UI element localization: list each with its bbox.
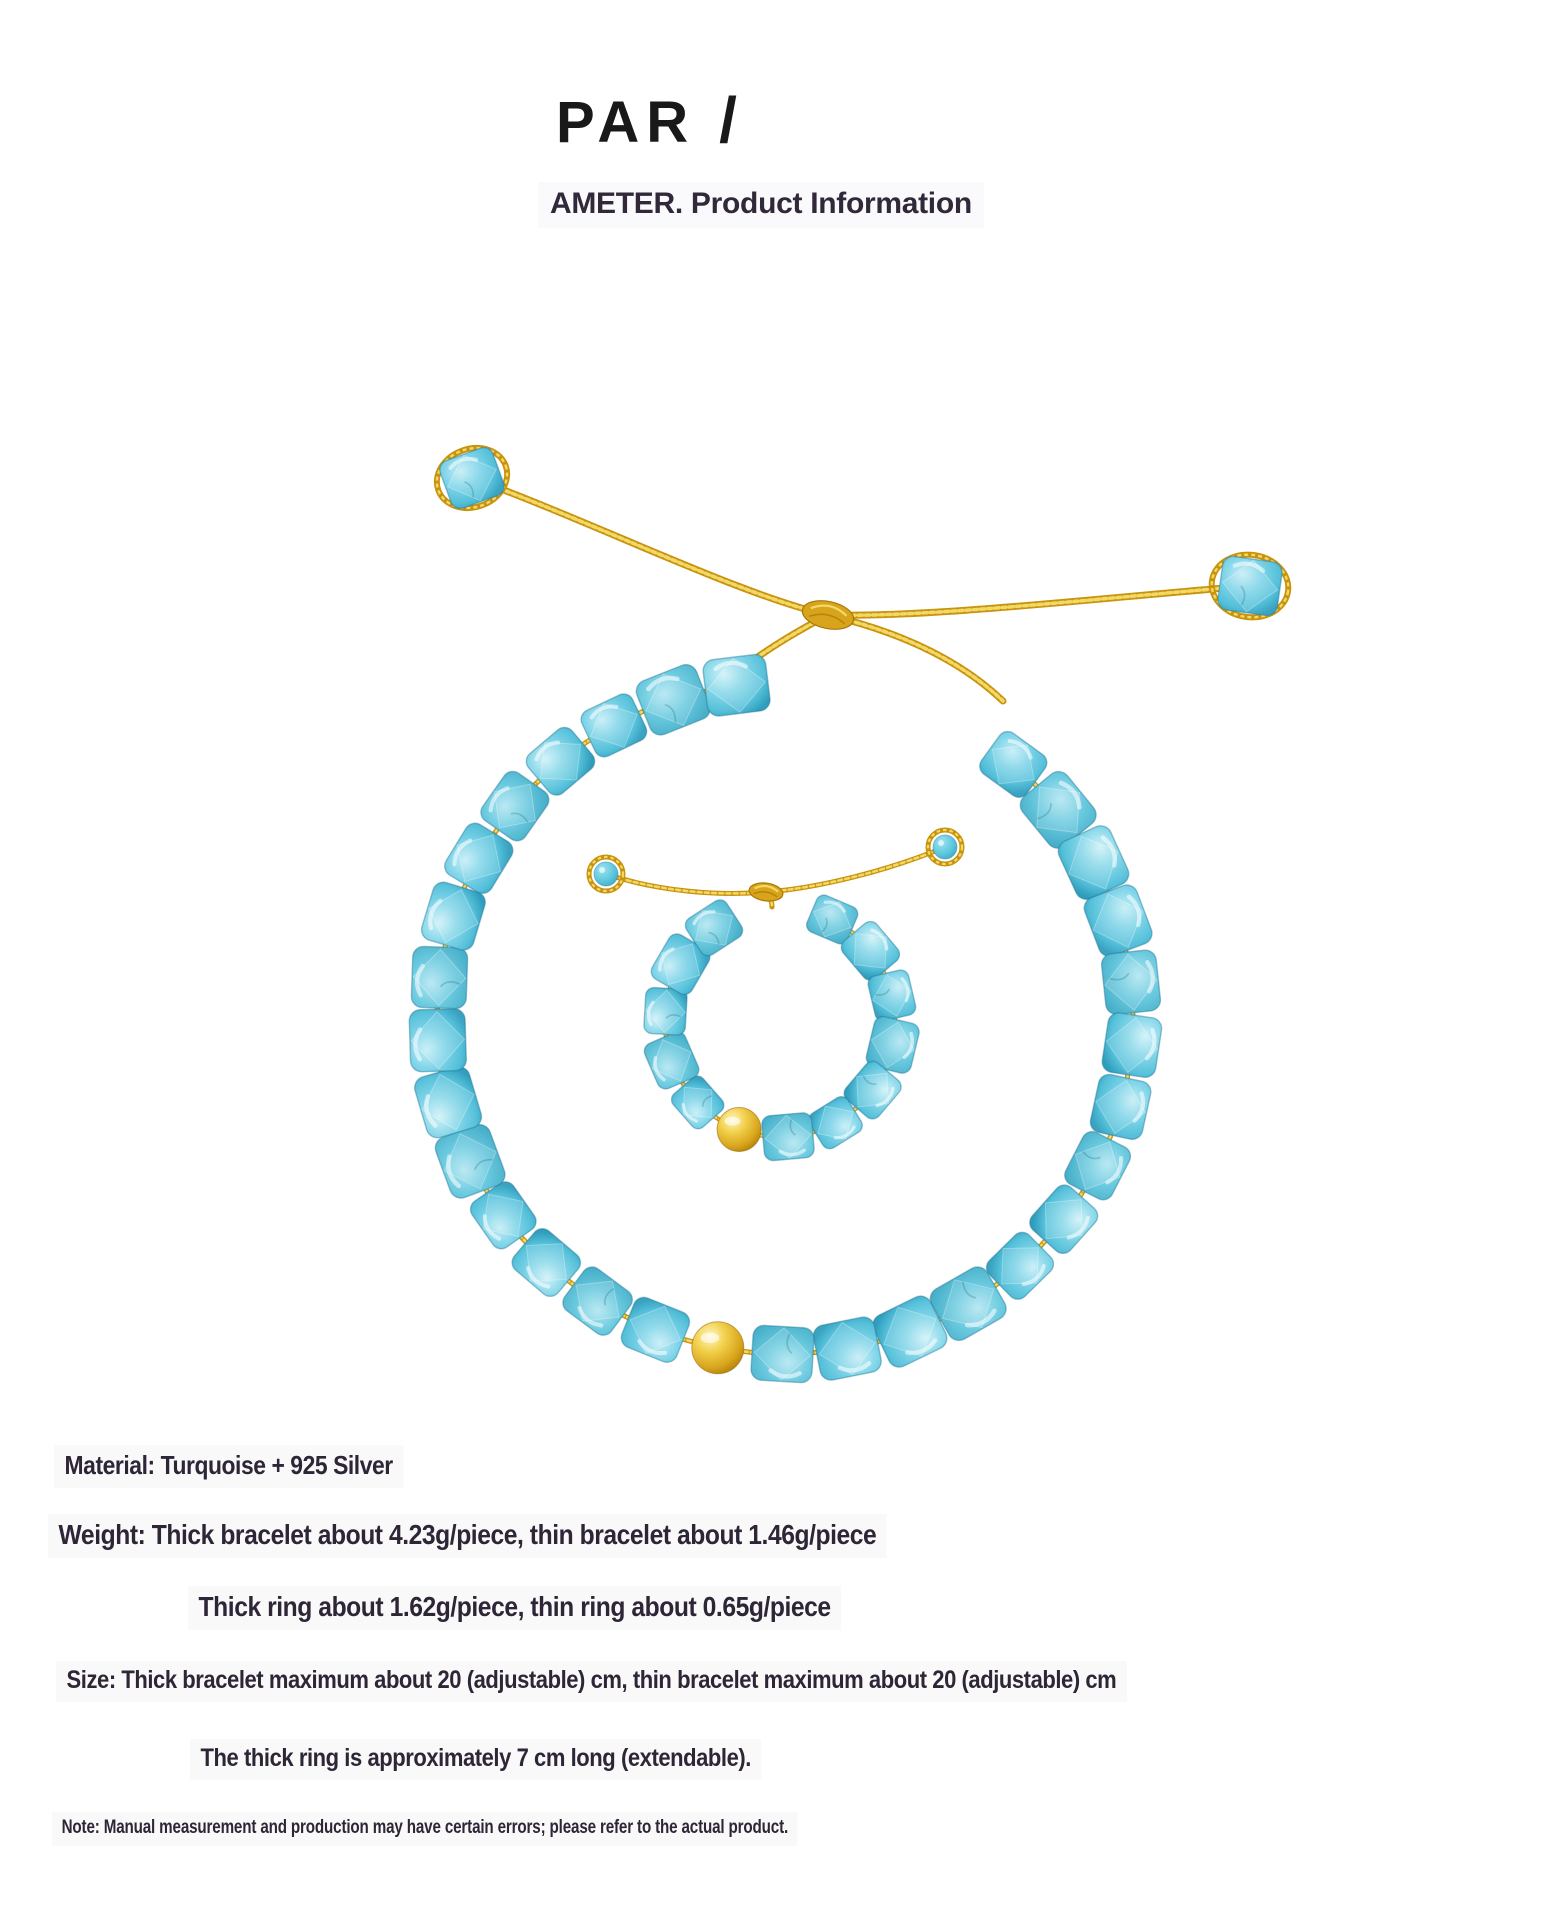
turquoise-bead	[702, 653, 771, 717]
turquoise-bead	[926, 1263, 1010, 1345]
bracelet	[409, 438, 1292, 1383]
turquoise-bead	[441, 819, 517, 897]
turquoise-bead	[682, 897, 746, 959]
turquoise-bead	[642, 1029, 702, 1092]
turquoise-bead	[1055, 822, 1133, 903]
material-line: Material: Turquoise + 925 Silver	[54, 1445, 403, 1488]
turquoise-bead	[750, 1325, 814, 1383]
turquoise-bead	[411, 946, 468, 1009]
turquoise-bead	[838, 918, 903, 984]
turquoise-bead	[811, 1315, 883, 1382]
gold-spacer-bead	[692, 1322, 744, 1374]
gold-spacer-bead	[717, 1108, 761, 1152]
turquoise-bead	[761, 1112, 815, 1161]
brand-line	[556, 84, 737, 156]
ring	[589, 830, 962, 1161]
size-line-bracelet: Size: Thick bracelet maximum about 20 (adjustable) cm, thin bracelet maximum about 20 (adjustable) cm	[56, 1661, 1127, 1702]
turquoise-bead	[804, 893, 860, 947]
turquoise-bead	[559, 1263, 637, 1339]
turquoise-bead	[419, 880, 488, 953]
turquoise-bead	[1101, 1011, 1163, 1078]
turquoise-bead	[1100, 949, 1161, 1015]
turquoise-bead	[432, 1121, 508, 1201]
turquoise-bead	[1016, 767, 1101, 853]
turquoise-bead	[864, 1015, 921, 1075]
turquoise-bead	[644, 987, 688, 1035]
page-title: AMETER. Product Information	[538, 182, 984, 228]
brand-text: PAR	[556, 90, 696, 155]
turquoise-bead	[633, 661, 714, 738]
turquoise-bead	[412, 1064, 484, 1141]
turquoise-bead	[1026, 1181, 1102, 1258]
turquoise-bead	[477, 767, 553, 844]
turquoise-bead	[841, 1058, 905, 1123]
turquoise-bead	[982, 1228, 1057, 1303]
turquoise-bead	[437, 445, 507, 512]
weight-line-bracelet: Weight: Thick bracelet about 4.23g/piece, thin bracelet about 1.46g/piece	[48, 1514, 887, 1558]
turquoise-bead	[1081, 882, 1155, 960]
turquoise-bead	[1217, 555, 1284, 617]
size-line-ring: The thick ring is approximately 7 cm long (extendable).	[190, 1739, 762, 1780]
turquoise-bead	[1061, 1128, 1134, 1203]
turquoise-bead	[618, 1294, 693, 1365]
note-line: Note: Manual measurement and production may have certain errors; please refer to the actual product.	[52, 1812, 798, 1846]
turquoise-bead	[508, 1225, 585, 1301]
turquoise-bead	[1088, 1072, 1152, 1141]
turquoise-bead	[866, 968, 917, 1022]
brand-slash-divider: /	[719, 84, 737, 156]
turquoise-bead	[806, 1094, 866, 1152]
turquoise-bead	[869, 1292, 950, 1371]
turquoise-bead	[578, 691, 650, 761]
turquoise-bead	[409, 1008, 467, 1072]
turquoise-bead	[522, 723, 599, 799]
turquoise-bead	[648, 931, 713, 998]
weight-line-ring: Thick ring about 1.62g/piece, thin ring about 0.65g/piece	[188, 1586, 841, 1630]
turquoise-bead	[976, 728, 1051, 802]
turquoise-bead	[467, 1178, 540, 1253]
turquoise-bead	[668, 1073, 727, 1132]
